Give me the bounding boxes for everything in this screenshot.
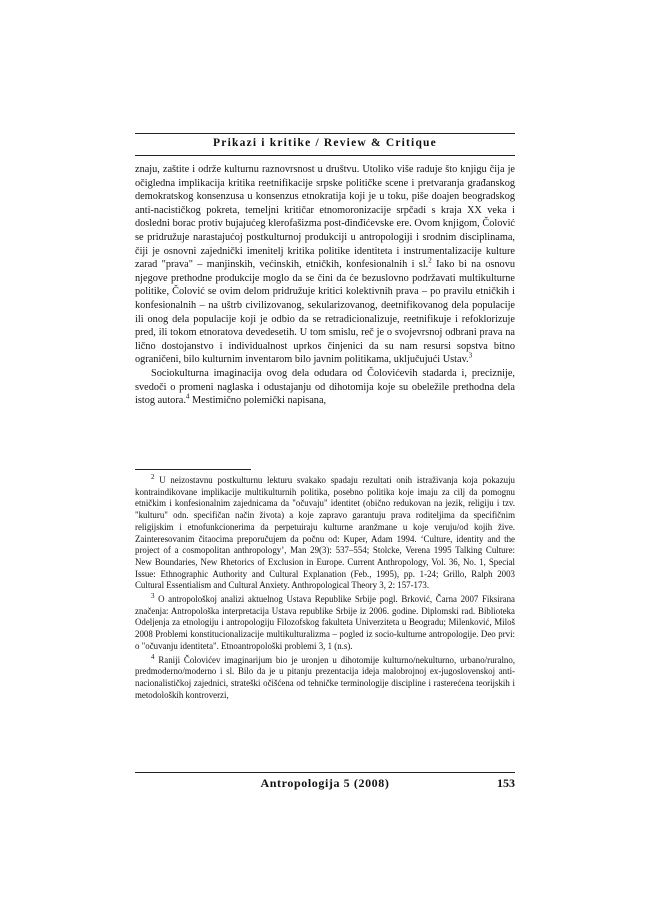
header-rule-top [135, 133, 515, 134]
main-text [135, 163, 515, 408]
footnote-number-4: 4 [151, 652, 155, 661]
footnote-3 [135, 594, 515, 653]
journal-title: Antropologija 5 (2008) [260, 776, 390, 790]
paragraph-1 [135, 163, 515, 367]
header-rule-bottom [135, 155, 515, 156]
paragraph-1-part-a: znaju, zaštite i održe kulturnu raznovrsnost u društvu. Utoliko više raduje što knjigu čija je očigledna implikacija kritika reetnifikacije srpske političke scene i pretvaranja građanskog demokratskog konsenzusa u konsenzus etnokratija koji je u toku, piše doajen beogradskog anti-nacističkog pokreta, temeljni kritičar etnomoronizacije srpčadi s kraja XX veka i dosledni borac protiv bujajućeg klerofašizma post-đinđićevske ere. Ovom knjigom, Čolović se pridružuje narastajućoj postkulturnoj produkciji u antropologiji i srodnim disciplinama, čiji je osnovni zajednički imenitelj kritika politike identiteta i instrumentalizacije kulture zarad "prava" – manjinskih, većinskih, etničkih, konfesionalnih i sl. [135, 164, 515, 271]
page-number: 153 [497, 776, 515, 790]
footnote-4 [135, 652, 515, 702]
footnote-ref-4[interactable]: 4 [185, 392, 190, 401]
footnote-2-text: U neizostavnu postkulturnu lekturu svakako spadaju rezultati onih istraživanja koja pokazuju kontraindikovane implikacije multikulturnih politika, posebno politika koje imaju za cilj da pomognu etničkim i konfesionalnim zajednicama da "očuvaju" identitet (obično redukovan na jezik, religiju i tzv. "kulturu" odn. specifičan način života) a koje zapravo garantuju prava roditeljima da specifičnim religijskim i etnofunkcionerima da perpetuiraju kulturne aranžmane u koje veruju/od kojih žive. Zainteresovanim čitaocima preporučujem da počnu od: Kuper, Adam 1994. ‘Culture, identity and the project of a cosmopolitan anthropology’, Man 29(3): 537–554; Stolcke, Verena 1995 Talking Culture: New Boundaries, New Rhetorics of Exclusion in Europe. Current Anthropology, Vol. 36, No. 1, Special Issue: Ethnographic Authority and Cultural Explanation (Feb., 1995), pp. 1-24; Grillo, Ralph 2003 Cultural Essentialism and Cultural Anxiety. Anthropological Theory 3, 2: 157-173. [135, 475, 515, 591]
footnote-separator [135, 469, 251, 470]
running-header: Prikazi i kritike / Review & Critique [213, 137, 437, 149]
footnote-number-2: 2 [151, 473, 155, 482]
footnote-ref-2[interactable]: 2 [428, 256, 432, 265]
footnote-3-text: O antropološkoj analizi aktuelnog Ustava Republike Srbije pogl. Brković, Čarna 2007 Fiksirana značenja: Antropološka interpretacija Ustava republike Srbije iz 2006. godine. Diplomski rad. Biblioteka Odeljenja za etnologiju i antropologiju Filozofskog fakulteta Univerziteta u Beogradu; Milenković, Miloš 2008 Problemi konstitucionalizacije multikulturalizma – pogled iz socio-kulturne antropologije. Deo prvi: o "očuvanju identiteta". Etnoantropološki problemi 3, 1 (n.s). [135, 594, 515, 651]
footnote-ref-3[interactable]: 3 [468, 351, 473, 360]
footnote-4-text: Raniji Čolovićev imaginarijum bio je uronjen u dihotomije kulturno/nekulturno, urbano/ruralno, predmoderno/moderno i sl. Bilo da je u pitanju prezentacija ideja malobrojnoj ex-jugoslovenskoj anti-nacionalističkoj zajednici, strateški očišćena od tehničke terminologije discipline i rasterećena teorijskih i metodoloških kontroverzi, [135, 654, 515, 700]
paragraph-2-part-b: Mestimično polemički napisana, [189, 395, 327, 407]
paragraph-1-part-b: Iako bi na osnovu njegove prethodne produkcije moglo da se čini da će bezuslovno podržavati multikulturne politike, Čolović se ovim delom pridružuje kritici kolektivnih prava – po pravilu etničkih i konfesionalnih – na uštrb civilizovanog, sekularizovanog, deetnifikovanog dela populacije ili onog dela populacije koji je odbio da se retradicionalizuje, reetnifikuje i refoklorizuje pred, ili tokom etnoratova devedesetih. U tom smislu, reč je o svojevrsnoj odbrani prava na lično dostojanstvo i individualnost uprkos činjenici da su nam resursi sopstva bitno ograničeni, bilo kulturnim inventarom bilo javnim politikama, uključujući Ustav. [135, 259, 516, 366]
footnotes [135, 475, 515, 703]
paragraph-2-part-a: Sociokulturna imaginacija ovog dela odudara od Čolovićevih stadarda i, preciznije, svedoči o promeni naglaska i odustajanju od dihotomija koje su obeležile prethodna dela istog autora. [135, 367, 515, 407]
footnote-number-3: 3 [151, 592, 155, 601]
footnote-2 [135, 475, 515, 592]
footer-rule [135, 772, 515, 773]
paragraph-2 [135, 367, 515, 408]
